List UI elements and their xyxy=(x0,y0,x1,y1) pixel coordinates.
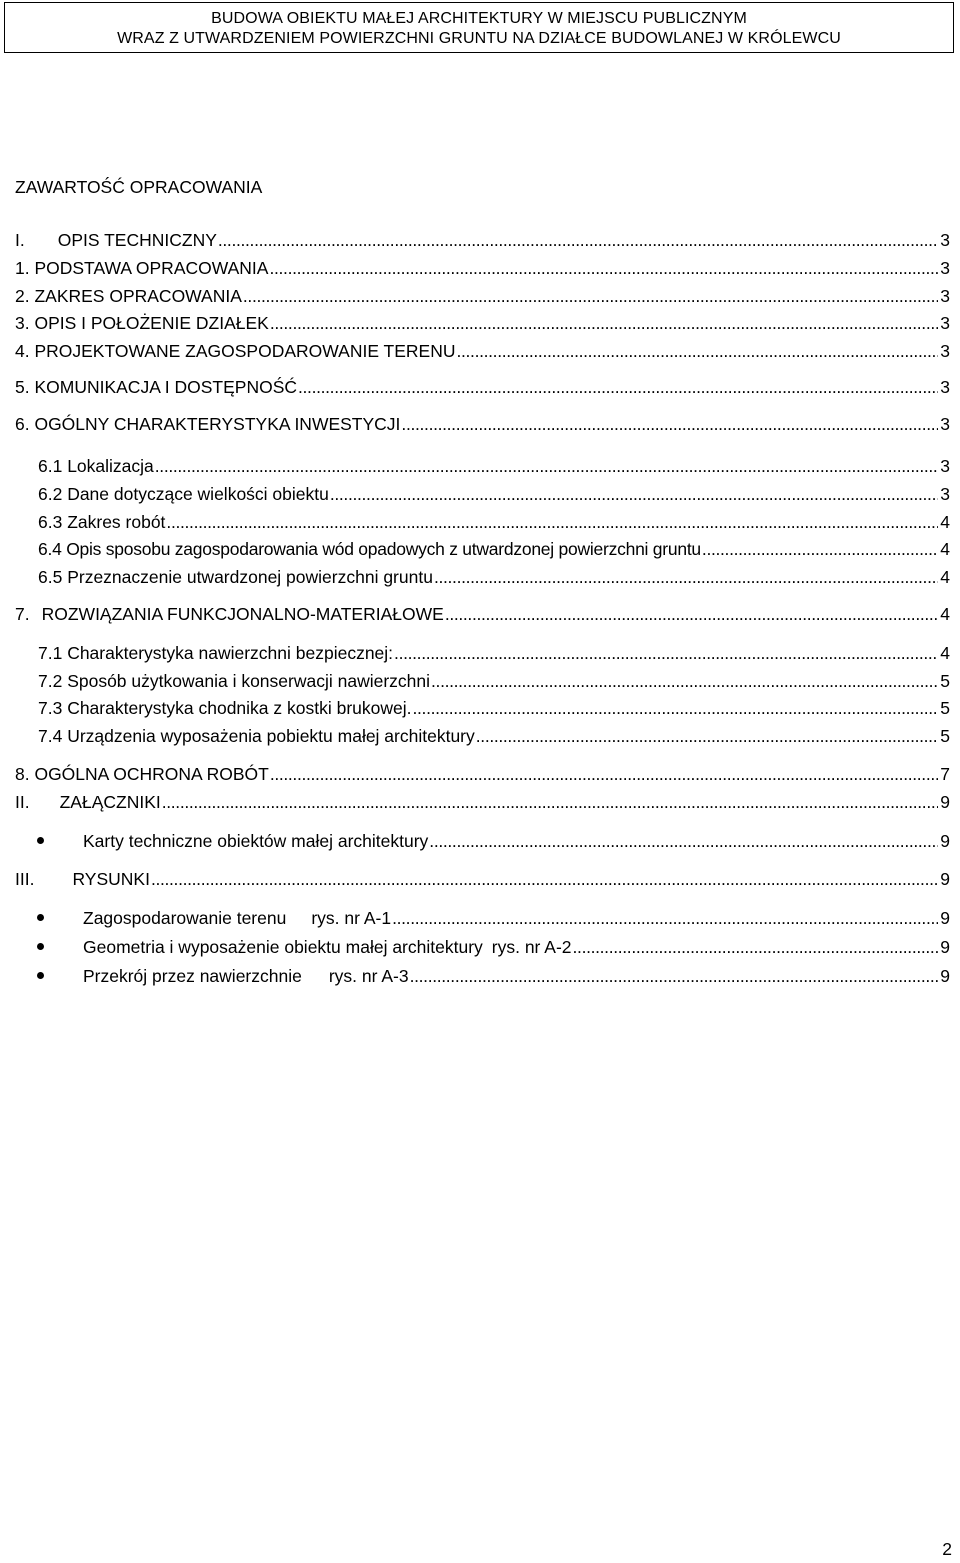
toc-entry-podstawa-opracowania[interactable] xyxy=(15,257,950,279)
toc-entry-label: 2. ZAKRES OPRACOWANIA xyxy=(15,286,242,306)
header-title-line-1: BUDOWA OBIEKTU MAŁEJ ARCHITEKTURY W MIEJSCU PUBLICZNYM xyxy=(211,10,747,27)
toc-entry-label: Geometria i wyposażenie obiektu małej architektury xyxy=(83,937,483,957)
toc-entry-dane-wielkosci[interactable] xyxy=(38,483,950,505)
toc-entry-zalaczniki[interactable] xyxy=(15,791,950,813)
toc-entry-urzadzenia[interactable] xyxy=(38,725,950,747)
bullet-icon xyxy=(37,972,44,979)
bullet-icon xyxy=(37,837,44,844)
toc-entry-label: Przekrój przez nawierzchnie xyxy=(83,966,302,986)
toc-title: ZAWARTOŚĆ OPRACOWANIA xyxy=(15,177,263,197)
dot-leader xyxy=(330,483,938,505)
bullet-icon xyxy=(37,914,44,921)
dot-leader xyxy=(270,763,938,785)
toc-entry-page: 4 xyxy=(940,539,950,559)
dot-leader xyxy=(243,285,938,307)
dot-leader xyxy=(413,697,939,719)
toc-entry-page: 3 xyxy=(940,341,950,361)
toc-entry-konserwacja[interactable] xyxy=(38,670,950,692)
toc-entry-wody-opadowe[interactable] xyxy=(38,538,950,560)
dot-leader xyxy=(270,312,938,334)
dot-leader xyxy=(476,725,939,747)
toc-entry-label: 6.5 Przeznaczenie utwardzonej powierzchni gruntu xyxy=(38,567,433,587)
toc-entry-label: 6.3 Zakres robót xyxy=(38,512,166,532)
toc-entry-page: 5 xyxy=(940,671,950,691)
toc-entry-label: OPIS TECHNICZNY xyxy=(57,230,217,250)
toc-entry-label: ROZWIĄZANIA FUNKCJONALNO-MATERIAŁOWE xyxy=(41,604,444,624)
dot-leader xyxy=(392,907,938,929)
toc-entry-label: 8. OGÓLNA OCHRONA ROBÓT xyxy=(15,764,269,784)
toc-entry-page: 3 xyxy=(940,414,950,434)
toc-entry-drawing-ref: rys. nr A-2 xyxy=(491,937,572,957)
toc-entry-lokalizacja[interactable] xyxy=(38,455,950,477)
toc-entry-page: 9 xyxy=(940,908,950,928)
toc-entry-page: 9 xyxy=(940,792,950,812)
toc-entry-zagospodarowanie[interactable] xyxy=(15,340,950,362)
toc-entry-rysunki[interactable] xyxy=(15,868,950,890)
dot-leader xyxy=(456,340,938,362)
toc-entry-number: I. xyxy=(15,230,25,250)
toc-entry-ochrona-robot[interactable] xyxy=(15,763,950,785)
toc-entry-page: 3 xyxy=(940,313,950,333)
toc-entry-label: 1. PODSTAWA OPRACOWANIA xyxy=(15,258,269,278)
toc-entry-page: 4 xyxy=(940,604,950,624)
toc-entry-label: RYSUNKI xyxy=(72,869,150,889)
toc-entry-label: 7.1 Charakterystyka nawierzchni bezpiecznej: xyxy=(38,643,394,663)
toc-entry-label: 3. OPIS I POŁOŻENIE DZIAŁEK xyxy=(15,313,269,333)
toc-entry-page: 3 xyxy=(940,286,950,306)
toc-entry-page: 5 xyxy=(940,726,950,746)
dot-leader xyxy=(429,830,938,852)
toc-entry-label: 6.2 Dane dotyczące wielkości obiektu xyxy=(38,484,329,504)
toc-entry-label: 7.4 Urządzenia wyposażenia pobiektu małej architektury xyxy=(38,726,475,746)
toc-entry-zakres-opracowania[interactable] xyxy=(15,285,950,307)
toc-entry-drawing-ref: rys. nr A-3 xyxy=(328,966,409,986)
toc-entry-page: 4 xyxy=(940,643,950,663)
toc-entry-label: 4. PROJEKTOWANE ZAGOSPODAROWANIE TERENU xyxy=(15,341,456,361)
toc-entry-page: 3 xyxy=(940,258,950,278)
bullet-icon xyxy=(37,943,44,950)
dot-leader xyxy=(702,538,938,560)
dot-leader xyxy=(166,511,938,533)
toc-entry-label: 7.3 Charakterystyka chodnika z kostki brukowej. xyxy=(38,698,412,718)
toc-entry-page: 3 xyxy=(940,456,950,476)
toc-entry-page: 9 xyxy=(940,869,950,889)
toc-entry-number: III. xyxy=(15,869,35,889)
toc-entry-label: Zagospodarowanie terenu xyxy=(83,908,287,928)
toc-entry-charakterystyka-inwestycji[interactable] xyxy=(15,413,950,435)
toc-entry-number: II. xyxy=(15,792,30,812)
toc-entry-przeznaczenie[interactable] xyxy=(38,566,950,588)
dot-leader xyxy=(410,965,939,987)
dot-leader xyxy=(434,566,938,588)
toc-entry-opis-techniczny[interactable] xyxy=(15,229,950,251)
dot-leader xyxy=(162,791,939,813)
header-title-line-2: WRAZ Z UTWARDZENIEM POWIERZCHNI GRUNTU NA DZIAŁCE BUDOWLANEJ W KRÓLEWCU xyxy=(117,30,841,47)
toc-entry-page: 3 xyxy=(940,377,950,397)
toc-entry-chodnik[interactable] xyxy=(38,697,950,719)
toc-entry-page: 4 xyxy=(940,512,950,532)
toc-entry-page: 5 xyxy=(940,698,950,718)
toc-entry-karty-techniczne[interactable] xyxy=(83,830,950,852)
toc-entry-page: 9 xyxy=(940,937,950,957)
dot-leader xyxy=(155,455,938,477)
dot-leader xyxy=(445,603,938,625)
toc-entry-rysunek-a1[interactable] xyxy=(83,907,950,929)
toc-entry-rozwiazania[interactable] xyxy=(15,603,950,625)
toc-entry-rysunek-a2[interactable] xyxy=(83,936,950,958)
dot-leader xyxy=(431,670,938,692)
toc-entry-number: 7. xyxy=(15,604,30,624)
dot-leader xyxy=(218,229,938,251)
dot-leader xyxy=(269,257,938,279)
toc-entry-page: 3 xyxy=(940,484,950,504)
dot-leader xyxy=(401,413,938,435)
toc-entry-drawing-ref: rys. nr A-1 xyxy=(311,908,392,928)
dot-leader xyxy=(573,936,939,958)
dot-leader xyxy=(151,868,938,890)
page-number: 2 xyxy=(942,1539,952,1559)
toc-entry-page: 4 xyxy=(940,567,950,587)
toc-entry-page: 3 xyxy=(940,230,950,250)
toc-entry-komunikacja[interactable] xyxy=(15,376,950,398)
dot-leader xyxy=(394,642,938,664)
toc-entry-opis-dzialek[interactable] xyxy=(15,312,950,334)
toc-entry-label: ZAŁĄCZNIKI xyxy=(59,792,161,812)
toc-entry-page: 9 xyxy=(940,966,950,986)
toc-entry-page: 9 xyxy=(940,831,950,851)
toc-entry-rysunek-a3[interactable] xyxy=(83,965,950,987)
toc-entry-label: 6.4 Opis sposobu zagospodarowania wód opadowych z utwardzonej powierzchni gruntu xyxy=(38,539,701,559)
toc-entry-label: Karty techniczne obiektów małej architektury xyxy=(83,831,429,851)
toc-entry-page: 7 xyxy=(940,764,950,784)
toc-entry-zakres-robot[interactable] xyxy=(38,511,950,533)
toc-entry-label: 6.1 Lokalizacja xyxy=(38,456,154,476)
toc-entry-label: 6. OGÓLNY CHARAKTERYSTYKA INWESTYCJI xyxy=(15,414,401,434)
toc-entry-label: 5. KOMUNIKACJA I DOSTĘPNOŚĆ xyxy=(15,377,297,397)
dot-leader xyxy=(298,376,938,398)
toc-entry-label: 7.2 Sposób użytkowania i konserwacji nawierzchni xyxy=(38,671,431,691)
page-header xyxy=(4,2,954,53)
toc-entry-nawierzchnia-bezpieczna[interactable] xyxy=(38,642,950,664)
